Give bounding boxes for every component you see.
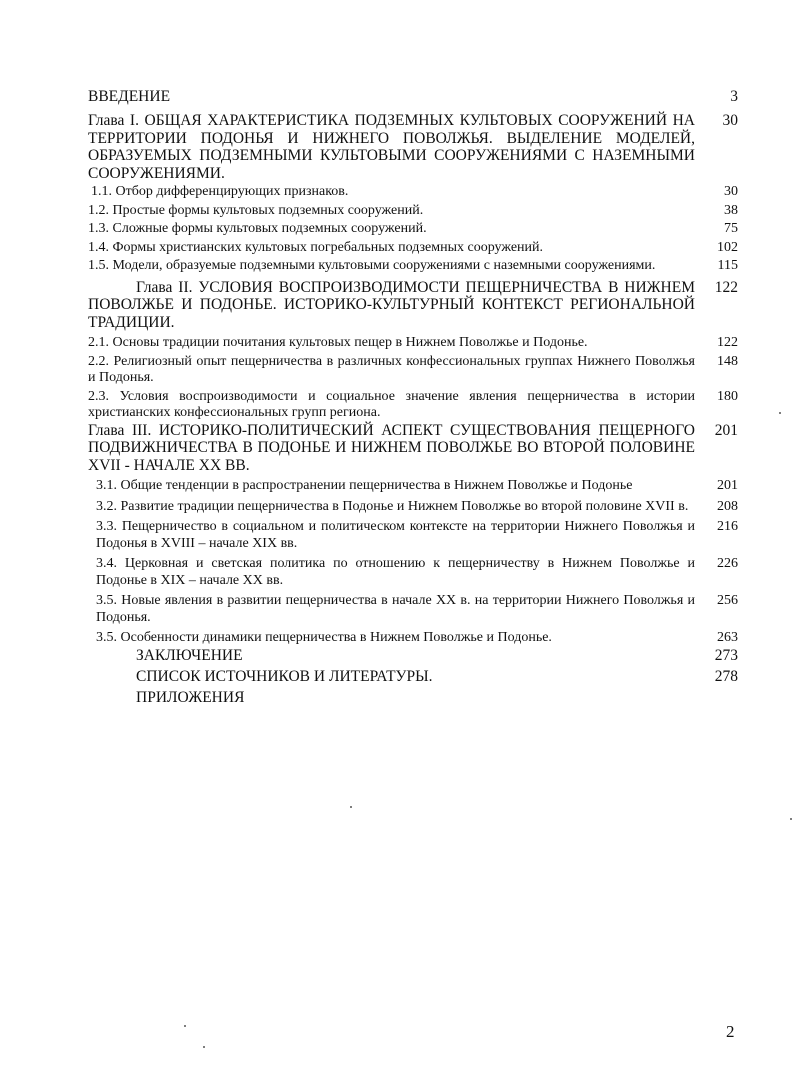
toc-entry-section-1-2 bbox=[88, 203, 738, 220]
toc-entry-title: Глава I. ОБЩАЯ ХАРАКТЕРИСТИКА ПОДЗЕМНЫХ КУЛЬТОВЫХ СООРУЖЕНИЙ НА ТЕРРИТОРИИ ПОДОНЬЯ И НИЖНЕГО ПОВОЛЖЬЯ. ВЫДЕЛЕНИЕ МОДЕЛЕЙ, ОБРАЗУЕМЫХ ПОДЗЕМНЫМИ КУЛЬТОВЫМИ СООРУЖЕНИЯМИ С НАЗЕМНЫМИ СООРУЖЕНИЯМИ. bbox=[88, 112, 695, 182]
toc-entry-title: 2.1. Основы традиции почитания культовых пещер в Нижнем Поволжье и Подонье. bbox=[88, 335, 588, 350]
toc-entry-page: 180 bbox=[717, 388, 738, 404]
toc-entry-page: 208 bbox=[717, 498, 738, 514]
toc-entry-section-1-1 bbox=[88, 184, 738, 201]
toc-entry-conclusion bbox=[88, 647, 738, 664]
toc-entry-section-3-6 bbox=[88, 630, 738, 647]
toc-entry-section-3-3 bbox=[88, 519, 738, 552]
toc-entry-page: 30 bbox=[722, 112, 738, 129]
table-of-contents bbox=[88, 88, 738, 706]
toc-entry-page: 226 bbox=[717, 556, 738, 571]
toc-entry-title: 2.2. Религиозный опыт пещерничества в различных конфессиональных группах Нижнего Поволжья и Подонья. bbox=[88, 353, 695, 385]
toc-entry-title: 3.2. Развитие традиции пещерничества в Подонье и Нижнем Поволжье во второй половине XVII в. bbox=[96, 498, 689, 514]
scan-speck bbox=[790, 818, 792, 820]
toc-entry-section-3-5 bbox=[88, 593, 738, 626]
toc-entry-page: 148 bbox=[717, 353, 738, 369]
toc-entry-section-3-4 bbox=[88, 556, 738, 589]
toc-entry-title: СПИСОК ИСТОЧНИКОВ И ЛИТЕРАТУРЫ. bbox=[136, 667, 433, 685]
toc-entry-page: 256 bbox=[717, 593, 738, 608]
toc-entry-title: 2.3. Условия воспроизводимости и социальное значение явления пещерничества в истории христианских конфессиональных групп региона. bbox=[88, 388, 695, 420]
toc-entry-title: 3.5. Особенности динамики пещерничества в Нижнем Поволжье и Подонье. bbox=[96, 630, 552, 645]
toc-entry-title: 1.5. Модели, образуемые подземными культовыми сооружениями с наземными сооружениями. bbox=[88, 258, 656, 273]
toc-entry-title: 3.5. Новые явления в развитии пещерничества в начале XX в. на территории Нижнего Поволжья и Подонья. bbox=[96, 593, 695, 625]
toc-entry-page: 263 bbox=[717, 630, 738, 645]
toc-entry-chapter-2 bbox=[88, 279, 738, 332]
toc-entry-chapter-1 bbox=[88, 112, 738, 182]
toc-entry-page: 201 bbox=[717, 478, 738, 493]
toc-entry-page: 38 bbox=[724, 202, 738, 218]
toc-entry-introduction bbox=[88, 88, 738, 105]
toc-entry-page: 122 bbox=[717, 335, 738, 350]
toc-entry-section-3-1 bbox=[88, 478, 738, 495]
toc-entry-page: 273 bbox=[714, 646, 738, 664]
toc-entry-section-3-2 bbox=[88, 499, 738, 516]
toc-entry-page: 278 bbox=[714, 667, 738, 685]
scan-speck bbox=[184, 1025, 186, 1027]
toc-entry-chapter-3 bbox=[88, 422, 738, 475]
toc-entry-title: 3.3. Пещерничество в социальном и политическом контексте на территории Нижнего Поволжья и Подонья в XVIII – начале XIX вв. bbox=[96, 519, 695, 551]
toc-entry-page: 216 bbox=[717, 519, 738, 534]
toc-entry-title: ПРИЛОЖЕНИЯ bbox=[136, 688, 245, 706]
toc-entry-section-2-1 bbox=[88, 335, 738, 352]
toc-entry-title: 1.3. Сложные формы культовых подземных сооружений. bbox=[88, 221, 427, 236]
toc-entry-appendices bbox=[88, 689, 738, 706]
toc-entry-title: 1.2. Простые формы культовых подземных сооружений. bbox=[88, 202, 424, 218]
toc-entry-section-1-5 bbox=[88, 258, 738, 275]
toc-entry-title: 1.4. Формы христианских культовых погребальных подземных сооружений. bbox=[88, 239, 544, 255]
toc-entry-title: ВВЕДЕНИЕ bbox=[88, 88, 171, 105]
scan-speck bbox=[350, 806, 352, 808]
page-number: 2 bbox=[726, 1022, 735, 1041]
toc-entry-bibliography bbox=[88, 668, 738, 685]
toc-entry-title: 3.1. Общие тенденции в распространении пещерничества в Нижнем Поволжье и Подонье bbox=[96, 478, 633, 493]
toc-entry-page: 75 bbox=[724, 221, 738, 236]
toc-entry-page: 30 bbox=[724, 184, 738, 199]
toc-entry-page: 115 bbox=[717, 258, 738, 273]
toc-entry-page: 201 bbox=[714, 421, 738, 439]
toc-entry-page: 3 bbox=[730, 88, 738, 105]
toc-entry-section-1-3 bbox=[88, 221, 738, 238]
toc-entry-title: Глава II. УСЛОВИЯ ВОСПРОИЗВОДИМОСТИ ПЕЩЕРНИЧЕСТВА В НИЖНЕМ ПОВОЛЖЬЕ И ПОДОНЬЕ. ИСТОРИКО-КУЛЬТУРНЫЙ КОНТЕКСТ РЕГИОНАЛЬНОЙ ТРАДИЦИИ. bbox=[88, 278, 695, 331]
toc-entry-section-1-4 bbox=[88, 240, 738, 257]
scan-speck bbox=[779, 412, 781, 414]
toc-entry-title: 1.1. Отбор дифференцирующих признаков. bbox=[91, 184, 349, 199]
toc-entry-title: Глава III. ИСТОРИКО-ПОЛИТИЧЕСКИЙ АСПЕКТ СУЩЕСТВОВАНИЯ ПЕЩЕРНОГО ПОДВИЖНИЧЕСТВА В ПОДОНЬЕ И НИЖНЕМ ПОВОЛЖЬЕ ВО ВТОРОЙ ПОЛОВИНЕ XVII - НАЧАЛЕ XX ВВ. bbox=[88, 421, 695, 474]
toc-entry-title: 3.4. Церковная и светская политика по отношению к пещерничеству в Нижнем Поволжье и Подонье в XIX – начале XX вв. bbox=[96, 556, 695, 588]
toc-entry-title: ЗАКЛЮЧЕНИЕ bbox=[136, 646, 243, 664]
toc-entry-page: 102 bbox=[717, 239, 738, 255]
toc-entry-page: 122 bbox=[714, 278, 738, 296]
toc-entry-section-2-2 bbox=[88, 354, 738, 387]
scan-speck bbox=[203, 1046, 205, 1048]
toc-entry-section-2-3 bbox=[88, 389, 738, 422]
